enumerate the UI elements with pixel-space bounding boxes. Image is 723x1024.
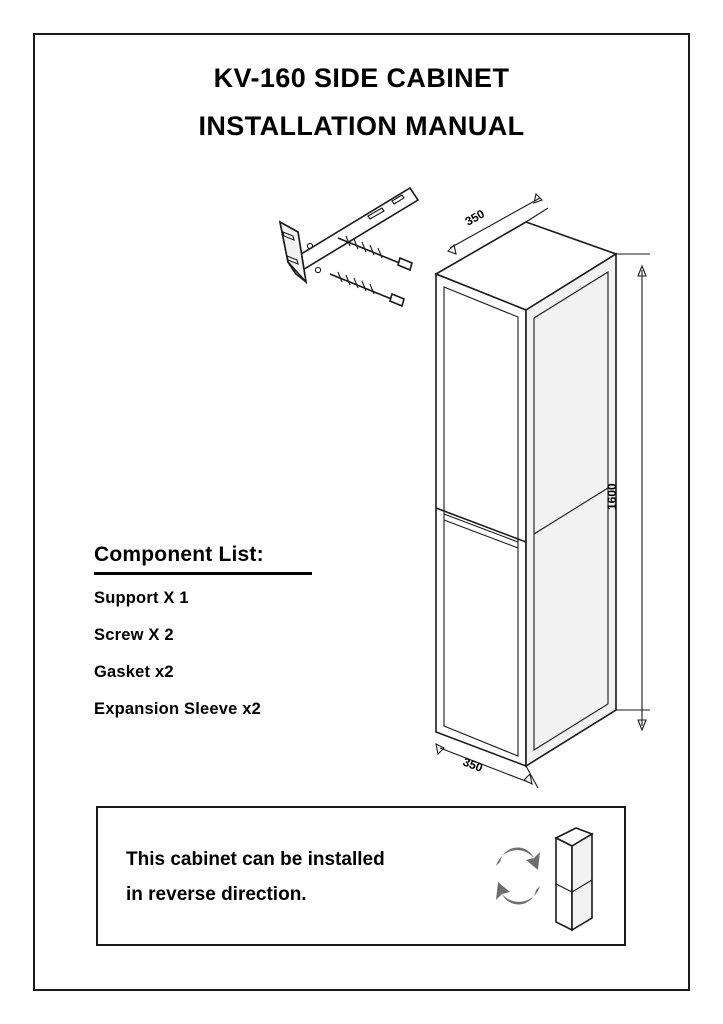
page-title-line-1: KV-160 SIDE CABINET bbox=[213, 63, 510, 93]
list-item: Expansion Sleeve x2 bbox=[94, 700, 262, 718]
support-bracket-icon bbox=[280, 188, 418, 282]
rotate-arrows-icon bbox=[490, 836, 546, 916]
list-item: Gasket x2 bbox=[94, 663, 174, 681]
dimension-label-height: 1600 bbox=[605, 483, 619, 510]
note-cabinet-icon bbox=[546, 822, 606, 937]
note-box bbox=[96, 806, 626, 946]
note-line-2: in reverse direction. bbox=[126, 884, 307, 906]
note-line-1: This cabinet can be installed bbox=[126, 849, 385, 870]
component-list-underline bbox=[94, 572, 312, 575]
page-title-line-2: INSTALLATION MANUAL bbox=[198, 111, 525, 141]
list-item: Screw X 2 bbox=[94, 626, 174, 644]
dimension-label-top: 350 bbox=[462, 206, 487, 229]
component-list-heading: Component List: bbox=[94, 543, 264, 566]
note-text bbox=[126, 842, 486, 912]
component-list bbox=[94, 543, 394, 737]
dimension-label-bottom: 350 bbox=[460, 754, 485, 775]
list-item: Support X 1 bbox=[94, 589, 189, 607]
cabinet-body-icon bbox=[436, 222, 616, 766]
